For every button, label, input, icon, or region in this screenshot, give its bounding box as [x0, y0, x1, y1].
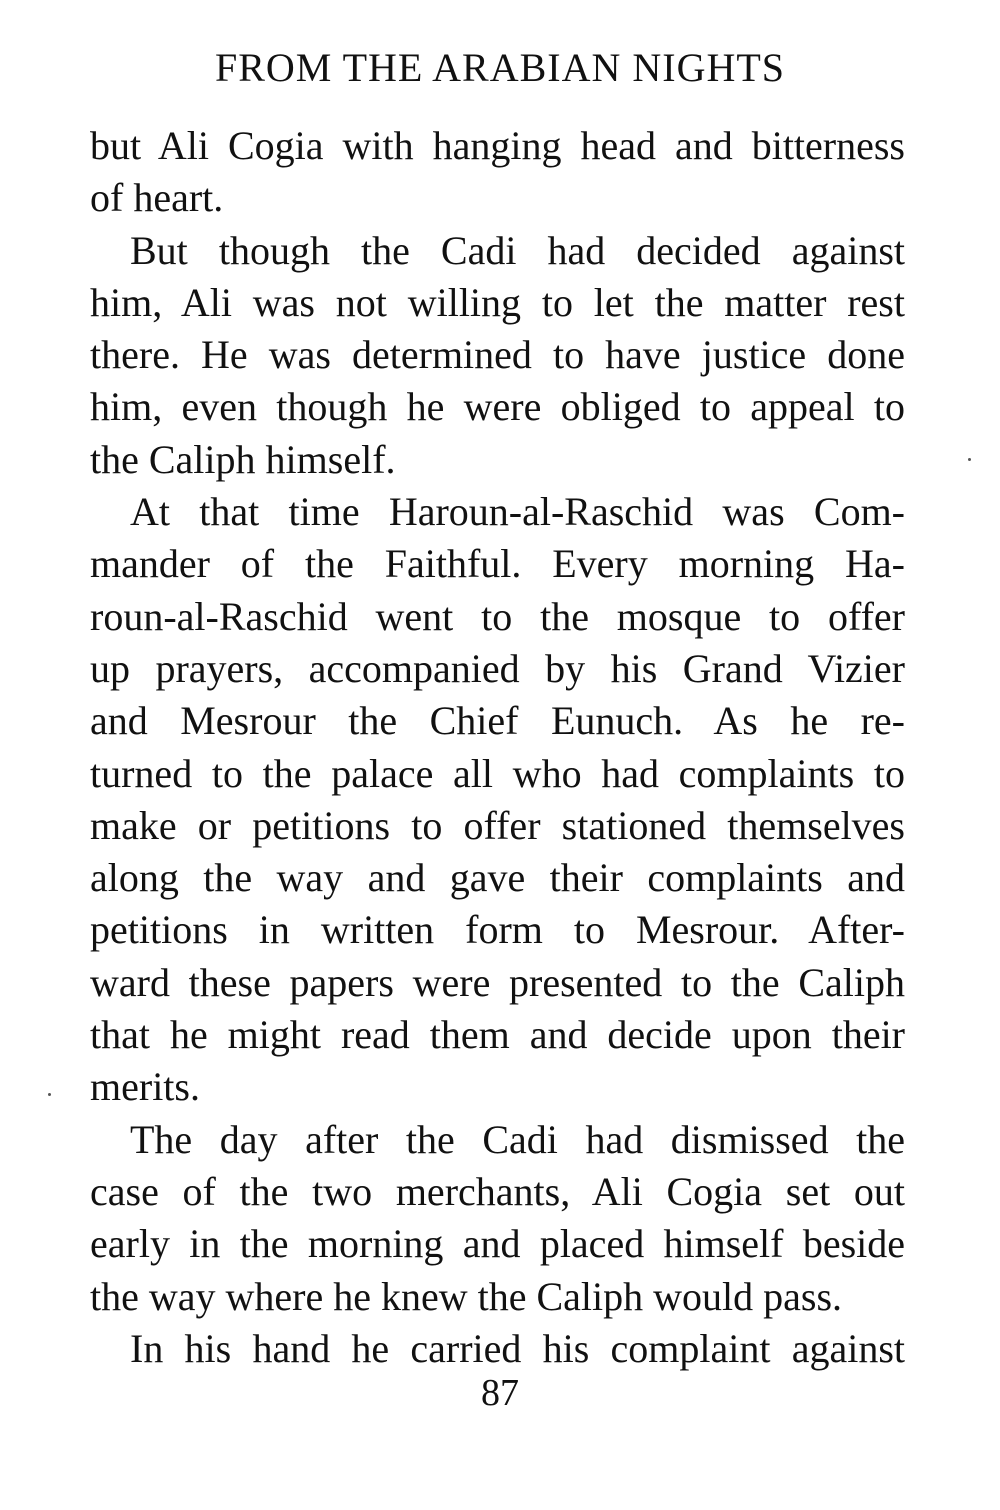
text-line: there. He was determined to have justice done [90, 332, 905, 378]
text-line: ward these papers were presented to the Caliph [90, 959, 905, 1005]
text-line: the way where he knew the Caliph would pass. [90, 1273, 843, 1319]
text-line: but Ali Cogia with hanging head and bitterness [90, 123, 905, 168]
text-line: At that time Haroun-al-Raschid was Com- [130, 489, 905, 535]
page-number: 87 [481, 1372, 519, 1414]
text-line: the Caliph himself. [90, 436, 396, 482]
text-line: mander of the Faithful. Every morning Ha- [90, 541, 905, 587]
text-line: The day after the Cadi had dismissed the [130, 1116, 905, 1162]
text-line: make or petitions to offer stationed themselves [90, 802, 905, 848]
text-line: turned to the palace all who had complaints to [90, 750, 905, 796]
text-line: and Mesrour the Chief Eunuch. As he re- [90, 698, 905, 744]
scan-speck [48, 1093, 51, 1096]
text-line: along the way and gave their complaints and [90, 855, 905, 901]
text-line: him, even though he were obliged to appeal to [90, 384, 905, 430]
text-line: merits. [90, 1064, 200, 1110]
text-line: But though the Cadi had decided against [130, 227, 905, 273]
text-line: up prayers, accompanied by his Grand Vizier [90, 645, 905, 691]
text-line: him, Ali was not willing to let the matter rest [90, 279, 905, 325]
running-head: FROM THE ARABIAN NIGHTS [214, 45, 786, 90]
text-line: case of the two merchants, Ali Cogia set out [90, 1168, 905, 1214]
text-line: that he might read them and decide upon their [90, 1012, 905, 1058]
text-line: petitions in written form to Mesrour. After- [90, 907, 905, 953]
text-line: roun-al-Raschid went to the mosque to offer [90, 593, 905, 639]
body-text [90, 120, 905, 1375]
text-line: early in the morning and placed himself beside [90, 1221, 905, 1267]
text-line: In his hand he carried his complaint against [130, 1325, 905, 1371]
text-line: of heart. [90, 175, 224, 221]
scan-speck [968, 458, 971, 461]
